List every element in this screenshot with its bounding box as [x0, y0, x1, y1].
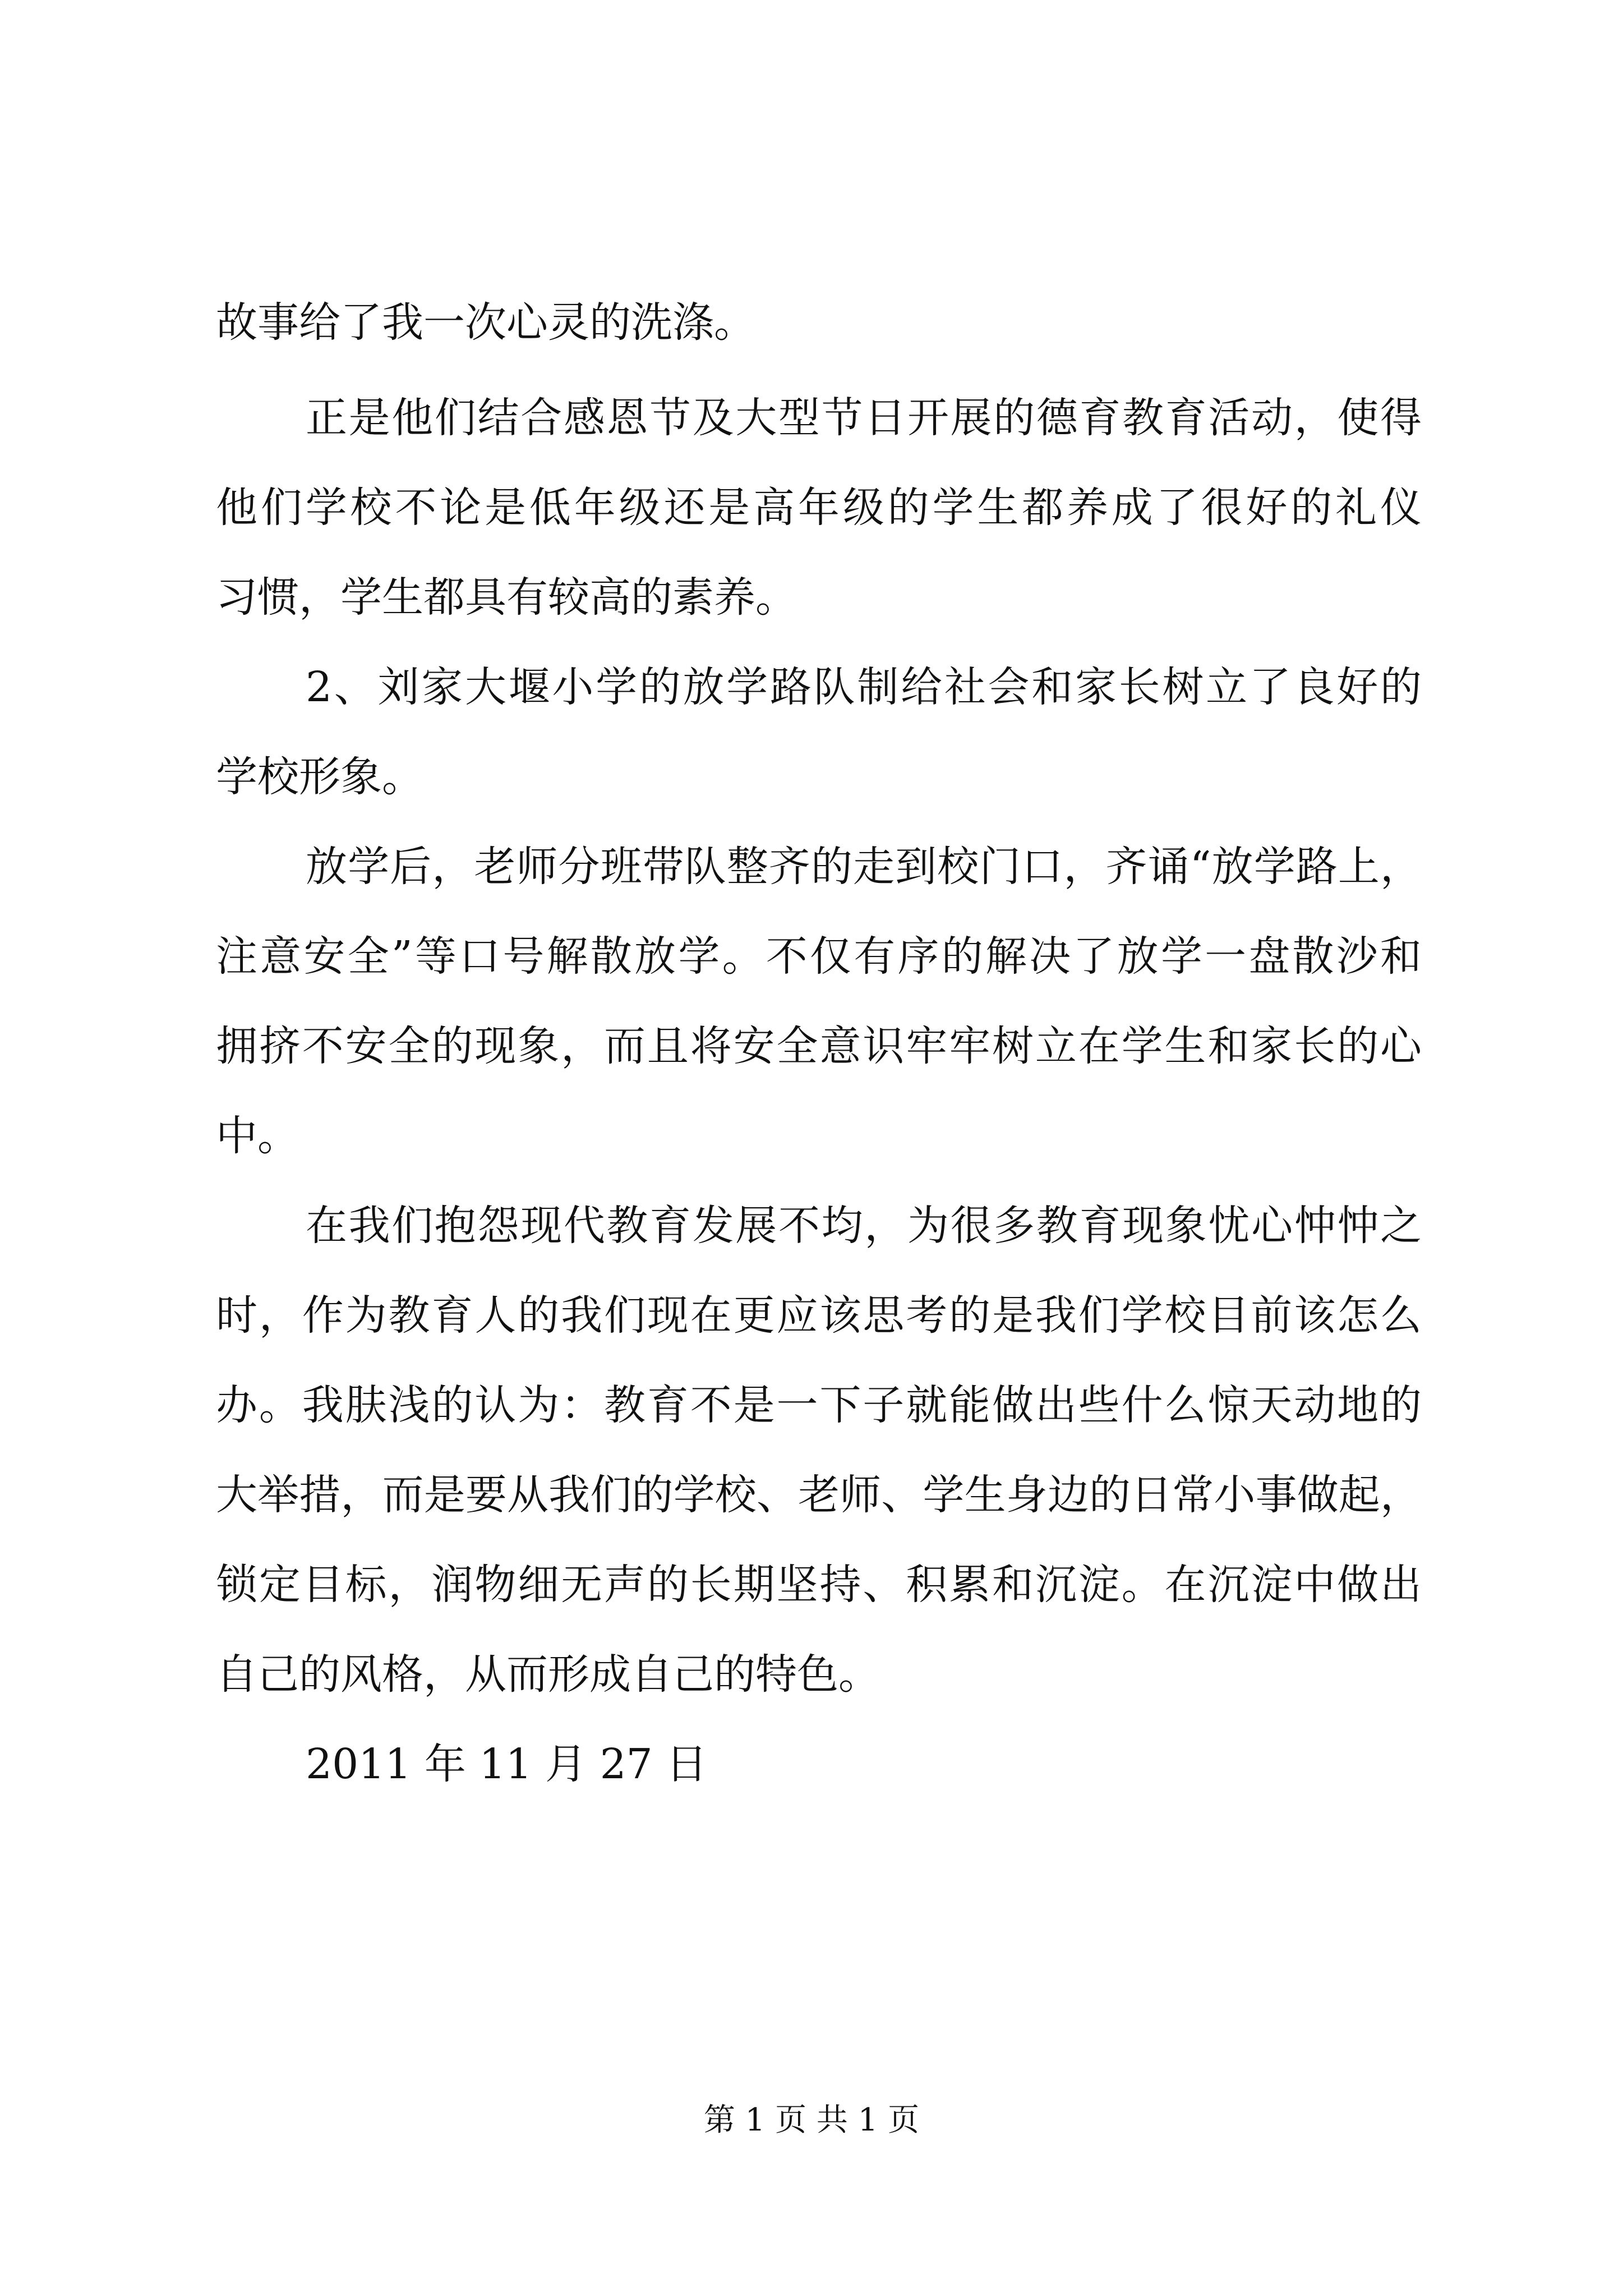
paragraph-line: 故事给了我一次心灵的洗涤。 — [216, 298, 755, 347]
paragraph-line: 时，作为教育人的我们现在更应该思考的是我们学校目前该怎么 — [216, 1291, 1422, 1340]
paragraph-line: 大举措，而是要从我们的学校、老师、学生身边的日常小事做起， — [216, 1471, 1422, 1519]
paragraph-line: 注意安全”等口号解散放学。不仅有序的解决了放学一盘散沙和 — [216, 932, 1422, 981]
paragraph-line: 自己的风格，从而形成自己的特色。 — [216, 1650, 880, 1699]
paragraph-line: 锁定目标，润物细无声的长期坚持、积累和沉淀。在沉淀中做出 — [216, 1561, 1422, 1609]
date-line: 2011 年 11 月 27 日 — [306, 1740, 708, 1788]
paragraph-line: 在我们抱怨现代教育发展不均，为很多教育现象忧心忡忡之 — [306, 1202, 1422, 1250]
paragraph-line: 2、刘家大堰小学的放学路队制给社会和家长树立了良好的 — [306, 663, 1422, 711]
paragraph-line: 放学后，老师分班带队整齐的走到校门口，齐诵“放学路上， — [306, 843, 1422, 891]
paragraph-line: 中。 — [216, 1112, 299, 1160]
paragraph-line: 正是他们结合感恩节及大型节日开展的德育教育活动，使得 — [306, 394, 1422, 442]
paragraph-line: 拥挤不安全的现象，而且将安全意识牢牢树立在学生和家长的心 — [216, 1022, 1422, 1070]
paragraph-line: 学校形象。 — [216, 753, 423, 801]
paragraph-line: 他们学校不论是低年级还是高年级的学生都养成了很好的礼仪 — [216, 484, 1422, 532]
page-number-footer: 第 1 页 共 1 页 — [703, 2102, 920, 2138]
paragraph-line: 办。我肤浅的认为：教育不是一下子就能做出些什么惊天动地的 — [216, 1381, 1422, 1429]
paragraph-line: 习惯，学生都具有较高的素养。 — [216, 573, 797, 622]
